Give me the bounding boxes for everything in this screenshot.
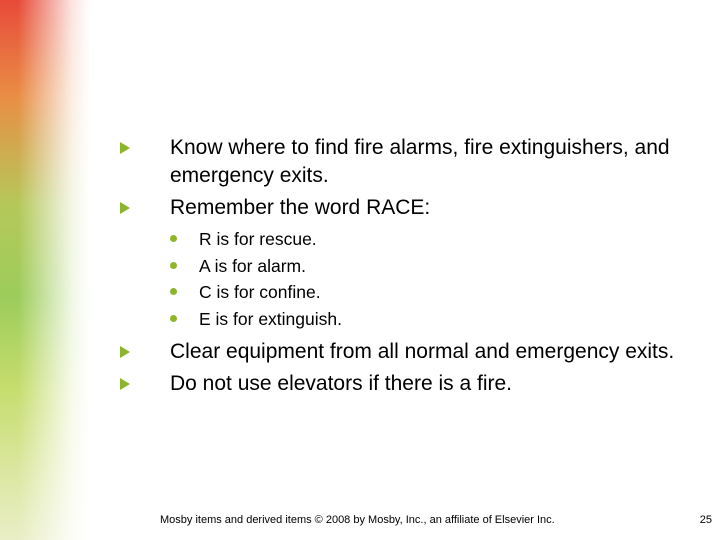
arrow-bullet-icon: [120, 346, 130, 358]
race-list: [170, 226, 700, 332]
bullet-item: [120, 194, 700, 222]
copyright-footer: Mosby items and derived items © 2008 by Mosby, Inc., an affiliate of Elsevier Inc.: [160, 514, 555, 526]
race-item-text: C is for confine.: [199, 282, 321, 302]
page-number: 25: [699, 514, 712, 526]
bullet-text: Know where to find fire alarms, fire extinguishers, and emergency exits.: [170, 136, 670, 187]
bullet-text: Clear equipment from all normal and emergency exits.: [170, 340, 675, 363]
race-item-text: E is for extinguish.: [199, 308, 342, 329]
bullet-item: [120, 370, 700, 398]
race-item: [170, 226, 700, 253]
race-item: [170, 253, 700, 280]
arrow-bullet-icon: [120, 202, 130, 214]
race-item: [170, 279, 700, 306]
bullet-item: [120, 338, 700, 366]
dot-bullet-icon: [170, 288, 177, 295]
race-item: [170, 306, 700, 333]
dot-bullet-icon: [170, 235, 177, 242]
slide-content: [120, 134, 700, 402]
bullet-item: [120, 134, 700, 190]
bullet-text: Do not use elevators if there is a fire.: [170, 372, 512, 395]
dot-bullet-icon: [170, 315, 177, 322]
race-item-text: R is for rescue.: [199, 229, 317, 249]
bullet-text: Remember the word RACE:: [170, 196, 431, 219]
race-item-text: A is for alarm.: [199, 255, 306, 276]
decorative-gradient-bar: [0, 0, 90, 540]
arrow-bullet-icon: [120, 378, 130, 390]
arrow-bullet-icon: [120, 142, 130, 154]
dot-bullet-icon: [170, 262, 177, 269]
